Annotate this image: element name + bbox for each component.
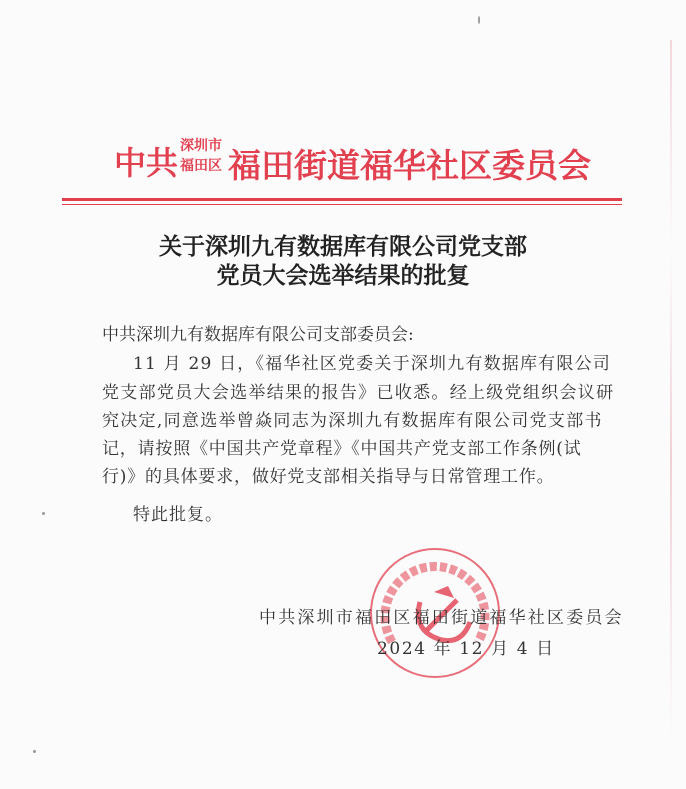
letterhead-organization: 福田街道福华社区委员会 — [228, 146, 591, 185]
letterhead-rule-thin — [62, 204, 622, 205]
letterhead-city: 深圳市 — [180, 138, 222, 154]
scan-speck — [478, 16, 480, 24]
document-title-line-1: 关于深圳九有数据库有限公司党支部 — [159, 233, 527, 260]
letterhead-rule-thick — [62, 198, 622, 201]
document-title-line-2: 党员大会选举结果的批复 — [216, 262, 470, 289]
body-line: 11 月 29 日，《福华社区党委关于深圳九有数据库有限公司 — [133, 354, 611, 374]
scan-speck — [42, 512, 45, 515]
scan-edge — [670, 40, 672, 740]
body-line: 行)》的具体要求，做好党支部相关指导与日常管理工作。 — [102, 467, 555, 487]
salutation: 中共深圳九有数据库有限公司支部委员会: — [102, 325, 414, 345]
letterhead-prefix: 中共 — [114, 144, 179, 182]
body-line: 党支部党员大会选举结果的报告》已收悉。经上级党组织会议研 — [102, 383, 615, 403]
signature-date: 2024 年 12 月 4 日 — [377, 639, 555, 659]
closing — [133, 500, 223, 525]
signature-organization: 中共深圳市福田区福田街道福华社区委员会 — [259, 608, 624, 628]
letterhead-district: 福田区 — [180, 158, 222, 174]
body-line: 究决定,同意选举曾焱同志为深圳九有数据库有限公司党支部书 — [102, 411, 603, 431]
scan-speck — [33, 750, 36, 753]
closing-text: 特此批复。 — [133, 505, 223, 525]
body-line: 记，请按照《中国共产党章程》《中国共产党支部工作条例(试 — [102, 439, 582, 459]
letterhead-location — [180, 136, 222, 176]
